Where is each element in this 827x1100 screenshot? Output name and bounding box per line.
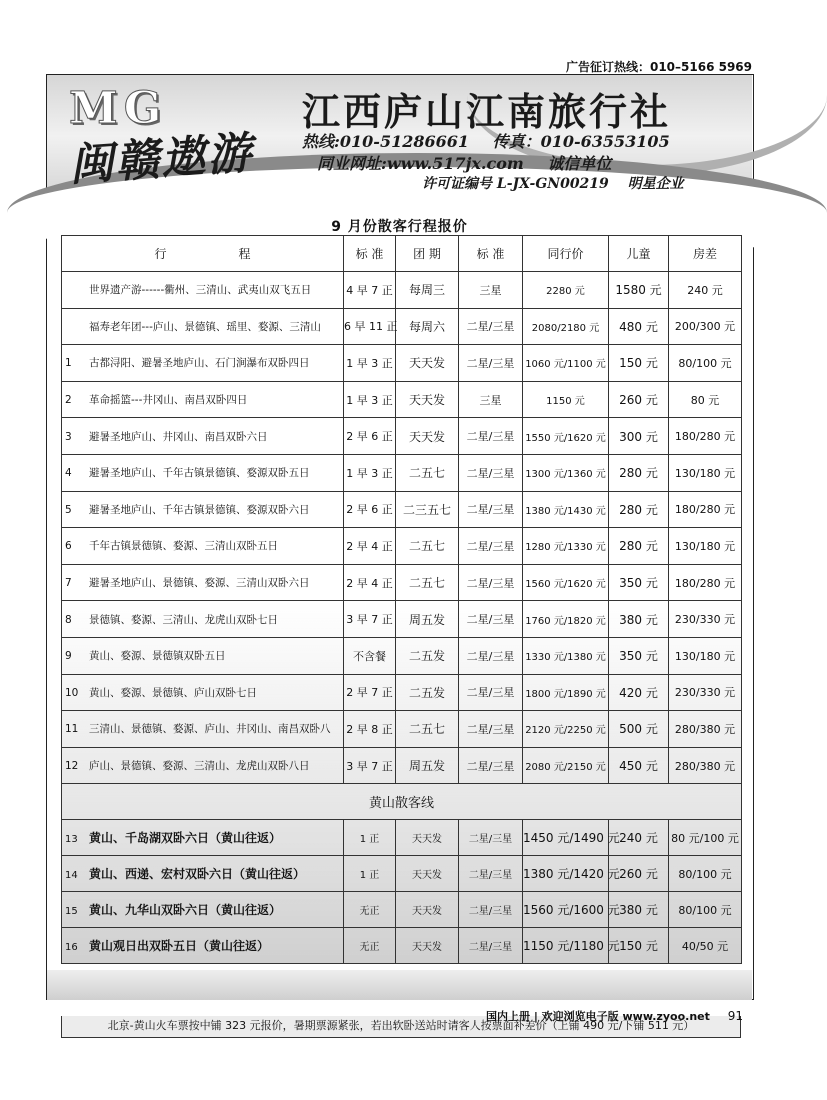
route-name: 古都浔阳、避暑圣地庐山、石门涧瀑布双卧四日 — [89, 357, 310, 370]
route-number: 2 — [65, 394, 72, 407]
cell-grade: 二星/三星 — [459, 856, 523, 892]
contact-line — [302, 129, 674, 152]
cell-room: 200/300 元 — [669, 308, 742, 345]
table-row — [62, 747, 742, 784]
header-room: 房差 — [669, 236, 742, 272]
route-number: 16 — [65, 942, 78, 954]
logo-chinese: 闽赣遨游 — [67, 127, 255, 192]
cell-dates: 二五七 — [396, 454, 459, 491]
cell-route — [62, 711, 344, 748]
cell-price: 2280 元 — [523, 272, 609, 309]
cell-room: 80/100 元 — [669, 892, 742, 928]
cell-meals: 1 早 3 正 — [344, 381, 396, 418]
table-row — [62, 856, 742, 892]
cell-child: 380 元 — [609, 892, 669, 928]
table-row — [62, 454, 742, 491]
route-number: 6 — [65, 540, 72, 553]
table-title: 9 月份散客行程报价 — [331, 219, 468, 235]
cell-child: 350 元 — [609, 564, 669, 601]
cell-grade: 二星/三星 — [459, 674, 523, 711]
cell-child: 420 元 — [609, 674, 669, 711]
cell-room: 80 元/100 元 — [669, 820, 742, 856]
cell-price: 1380 元/1430 元 — [523, 491, 609, 528]
cell-room: 130/180 元 — [669, 454, 742, 491]
cell-dates: 二五发 — [396, 637, 459, 674]
cell-route — [62, 892, 344, 928]
route-number: 7 — [65, 577, 72, 590]
cell-route — [62, 345, 344, 382]
cell-child: 150 元 — [609, 928, 669, 964]
table-row — [62, 308, 742, 345]
cell-dates: 二五七 — [396, 564, 459, 601]
cell-meals: 不含餐 — [344, 637, 396, 674]
cell-child: 500 元 — [609, 711, 669, 748]
cell-room: 230/330 元 — [669, 601, 742, 638]
table-row — [62, 928, 742, 964]
cell-room: 230/330 元 — [669, 674, 742, 711]
table-row — [62, 272, 742, 309]
cell-room: 130/180 元 — [669, 637, 742, 674]
footer-text: 国内上册 | 欢迎浏览电子版 www.zyoo.net — [486, 1010, 710, 1023]
cell-route — [62, 928, 344, 964]
route-number: 4 — [65, 467, 72, 480]
cell-child: 280 元 — [609, 454, 669, 491]
route-name: 景德镇、婺源、三清山、龙虎山双卧七日 — [89, 613, 278, 626]
route-name: 福寿老年团---庐山、景德镇、瑶里、婺源、三清山 — [89, 320, 321, 333]
ad-hotline: 广告征订热线：010–5166 5969 — [565, 60, 752, 74]
cell-dates: 天天发 — [396, 856, 459, 892]
cell-child: 300 元 — [609, 418, 669, 455]
cell-route — [62, 272, 344, 309]
price-table — [61, 235, 742, 964]
cell-grade: 二星/三星 — [459, 308, 523, 345]
route-name: 黄山观日出双卧五日（黄山往返） — [89, 939, 270, 954]
cell-dates: 天天发 — [396, 928, 459, 964]
cell-child: 240 元 — [609, 820, 669, 856]
cell-dates: 周五发 — [396, 601, 459, 638]
cell-route — [62, 381, 344, 418]
cell-child: 280 元 — [609, 491, 669, 528]
cell-room: 180/280 元 — [669, 564, 742, 601]
cell-route — [62, 637, 344, 674]
cell-meals: 2 早 4 正 — [344, 564, 396, 601]
cell-price: 1280 元/1330 元 — [523, 528, 609, 565]
cell-room: 180/280 元 — [669, 418, 742, 455]
cell-room: 80/100 元 — [669, 856, 742, 892]
cell-grade: 二星/三星 — [459, 892, 523, 928]
cell-room: 80 元 — [669, 381, 742, 418]
route-name: 黄山、九华山双卧六日（黄山往返） — [89, 903, 282, 918]
license-line — [422, 173, 684, 193]
route-number: 14 — [65, 870, 78, 882]
cell-dates: 二三五七 — [396, 491, 459, 528]
route-name: 黄山、千岛湖双卧六日（黄山往返） — [89, 831, 282, 846]
route-number: 9 — [65, 650, 72, 663]
cell-price: 1330 元/1380 元 — [523, 637, 609, 674]
agency-banner — [47, 75, 752, 211]
cell-grade: 二星/三星 — [459, 928, 523, 964]
table-row — [62, 528, 742, 565]
cell-grade: 二星/三星 — [459, 637, 523, 674]
table-header-row — [62, 236, 742, 272]
cell-room: 40/50 元 — [669, 928, 742, 964]
cell-child: 150 元 — [609, 345, 669, 382]
cell-meals: 1 正 — [344, 820, 396, 856]
route-name: 庐山、景德镇、婺源、三清山、龙虎山双卧八日 — [89, 760, 310, 773]
license-number: 许可证编号 L-JX-GN00219 — [422, 176, 609, 192]
cell-grade: 二星/三星 — [459, 418, 523, 455]
cell-meals: 3 早 7 正 — [344, 747, 396, 784]
cell-dates: 天天发 — [396, 345, 459, 382]
route-name: 革命摇篮---井冈山、南昌双卧四日 — [89, 394, 248, 407]
route-number: 15 — [65, 906, 78, 918]
cell-price: 1550 元/1620 元 — [523, 418, 609, 455]
header-route: 行 程 — [62, 236, 344, 272]
cell-dates: 每周六 — [396, 308, 459, 345]
route-number: 11 — [65, 723, 79, 736]
route-name: 世界遗产游------衢州、三清山、武夷山双飞五日 — [89, 284, 312, 297]
route-number: 13 — [65, 834, 78, 846]
table-row — [62, 345, 742, 382]
route-number: 10 — [65, 686, 79, 699]
route-name: 黄山、西递、宏村双卧六日（黄山往返） — [89, 867, 306, 882]
website: 同业网址:www.517jx.com — [317, 154, 524, 173]
cell-meals: 2 早 6 正 — [344, 418, 396, 455]
cell-price: 2080 元/2150 元 — [523, 747, 609, 784]
route-name: 黄山、婺源、景德镇、庐山双卧七日 — [89, 686, 257, 699]
footer — [486, 1008, 743, 1024]
cell-grade: 二星/三星 — [459, 528, 523, 565]
cell-meals: 无正 — [344, 928, 396, 964]
cell-room: 80/100 元 — [669, 345, 742, 382]
cell-grade: 三星 — [459, 381, 523, 418]
huangshan-section-title: 黄山散客线 — [62, 784, 742, 820]
cell-meals: 1 早 3 正 — [344, 345, 396, 382]
cell-price: 1560 元/1600 元 — [523, 892, 609, 928]
route-name: 千年古镇景德镇、婺源、三清山双卧五日 — [89, 540, 278, 553]
cell-dates: 天天发 — [396, 892, 459, 928]
cell-price: 2080/2180 元 — [523, 308, 609, 345]
route-number: 8 — [65, 613, 72, 626]
table-row — [62, 820, 742, 856]
cell-price: 1760 元/1820 元 — [523, 601, 609, 638]
header-grade: 标 准 — [459, 236, 523, 272]
cell-grade: 三星 — [459, 272, 523, 309]
cell-child: 350 元 — [609, 637, 669, 674]
cell-room: 280/380 元 — [669, 747, 742, 784]
route-name: 避暑圣地庐山、井冈山、南昌双卧六日 — [89, 430, 268, 443]
cell-meals: 2 早 8 正 — [344, 711, 396, 748]
cell-grade: 二星/三星 — [459, 601, 523, 638]
route-name: 黄山、婺源、景德镇双卧五日 — [89, 650, 226, 663]
cell-meals: 2 早 7 正 — [344, 674, 396, 711]
cell-meals: 1 早 3 正 — [344, 454, 396, 491]
cell-price: 1560 元/1620 元 — [523, 564, 609, 601]
cell-route — [62, 491, 344, 528]
cell-dates: 天天发 — [396, 418, 459, 455]
cell-route — [62, 308, 344, 345]
cell-meals: 4 早 7 正 — [344, 272, 396, 309]
cell-dates: 二五发 — [396, 674, 459, 711]
table-row — [62, 418, 742, 455]
route-number: 1 — [65, 357, 72, 370]
cell-price: 1380 元/1420 元 — [523, 856, 609, 892]
cell-grade: 二星/三星 — [459, 820, 523, 856]
routes-body — [62, 272, 742, 964]
table-row — [62, 637, 742, 674]
route-name: 避暑圣地庐山、千年古镇景德镇、婺源双卧六日 — [89, 503, 310, 516]
slogan: 诚信单位 — [547, 154, 612, 173]
header-price: 同行价 — [523, 236, 609, 272]
header-meals: 标 准 — [344, 236, 396, 272]
cell-route — [62, 747, 344, 784]
cell-price: 1150 元/1180 元 — [523, 928, 609, 964]
cell-price: 1450 元/1490 元 — [523, 820, 609, 856]
cell-dates: 每周三 — [396, 272, 459, 309]
cell-dates: 二五七 — [396, 711, 459, 748]
fax-number: 传真：010-63553105 — [492, 132, 670, 151]
cell-route — [62, 528, 344, 565]
website-line — [317, 151, 615, 174]
logo-mg: MG — [69, 83, 168, 134]
cell-room: 130/180 元 — [669, 528, 742, 565]
cell-grade: 二星/三星 — [459, 747, 523, 784]
table-row — [62, 601, 742, 638]
cell-route — [62, 418, 344, 455]
cell-child: 480 元 — [609, 308, 669, 345]
route-number: 5 — [65, 503, 72, 516]
cell-grade: 二星/三星 — [459, 454, 523, 491]
cell-child: 260 元 — [609, 856, 669, 892]
star-enterprise: 明星企业 — [627, 176, 684, 192]
page-number: 91 — [727, 1009, 744, 1023]
cell-route — [62, 454, 344, 491]
cell-meals: 6 早 11 正 — [344, 308, 396, 345]
cell-dates: 周五发 — [396, 747, 459, 784]
route-name: 避暑圣地庐山、景德镇、婺源、三清山双卧六日 — [89, 577, 310, 590]
route-name: 避暑圣地庐山、千年古镇景德镇、婺源双卧五日 — [89, 467, 310, 480]
cell-child: 380 元 — [609, 601, 669, 638]
cell-grade: 二星/三星 — [459, 711, 523, 748]
cell-price: 1800 元/1890 元 — [523, 674, 609, 711]
table-row — [62, 491, 742, 528]
cell-child: 260 元 — [609, 381, 669, 418]
cell-grade: 二星/三星 — [459, 491, 523, 528]
cell-room: 280/380 元 — [669, 711, 742, 748]
cell-meals: 1 正 — [344, 856, 396, 892]
cell-route — [62, 856, 344, 892]
cell-route — [62, 674, 344, 711]
table-row — [62, 564, 742, 601]
agency-name: 江西庐山江南旅行社 — [302, 89, 672, 134]
cell-room: 240 元 — [669, 272, 742, 309]
cell-meals: 2 早 6 正 — [344, 491, 396, 528]
cell-price: 1300 元/1360 元 — [523, 454, 609, 491]
cell-price: 2120 元/2250 元 — [523, 711, 609, 748]
route-number: 3 — [65, 430, 72, 443]
cell-child: 450 元 — [609, 747, 669, 784]
route-name: 三清山、景德镇、婺源、庐山、井冈山、南昌双卧八 — [89, 723, 331, 736]
cell-grade: 二星/三星 — [459, 564, 523, 601]
table-row — [62, 674, 742, 711]
cell-route — [62, 601, 344, 638]
cell-room: 180/280 元 — [669, 491, 742, 528]
cell-route — [62, 564, 344, 601]
section-row — [62, 784, 742, 820]
cell-price: 1060 元/1100 元 — [523, 345, 609, 382]
table-row — [62, 381, 742, 418]
cell-meals: 无正 — [344, 892, 396, 928]
table-row — [62, 711, 742, 748]
cell-dates: 天天发 — [396, 820, 459, 856]
bottom-band — [47, 970, 752, 1000]
cell-child: 280 元 — [609, 528, 669, 565]
cell-route — [62, 820, 344, 856]
cell-grade: 二星/三星 — [459, 345, 523, 382]
table-row — [62, 892, 742, 928]
header-child: 儿童 — [609, 236, 669, 272]
route-number: 12 — [65, 760, 79, 773]
phone-number: 热线:010-51286661 — [302, 132, 470, 151]
cell-child: 1580 元 — [609, 272, 669, 309]
cell-dates: 二五七 — [396, 528, 459, 565]
cell-price: 1150 元 — [523, 381, 609, 418]
train-note: 北京-黄山火车票按中铺 323 元报价，暑期票源紧张，若出软卧送站时请客人按票面补差价（上铺 490 元/下铺 511 元） — [61, 1016, 741, 1038]
header-dates: 团 期 — [396, 236, 459, 272]
cell-dates: 天天发 — [396, 381, 459, 418]
cell-meals: 3 早 7 正 — [344, 601, 396, 638]
cell-meals: 2 早 4 正 — [344, 528, 396, 565]
